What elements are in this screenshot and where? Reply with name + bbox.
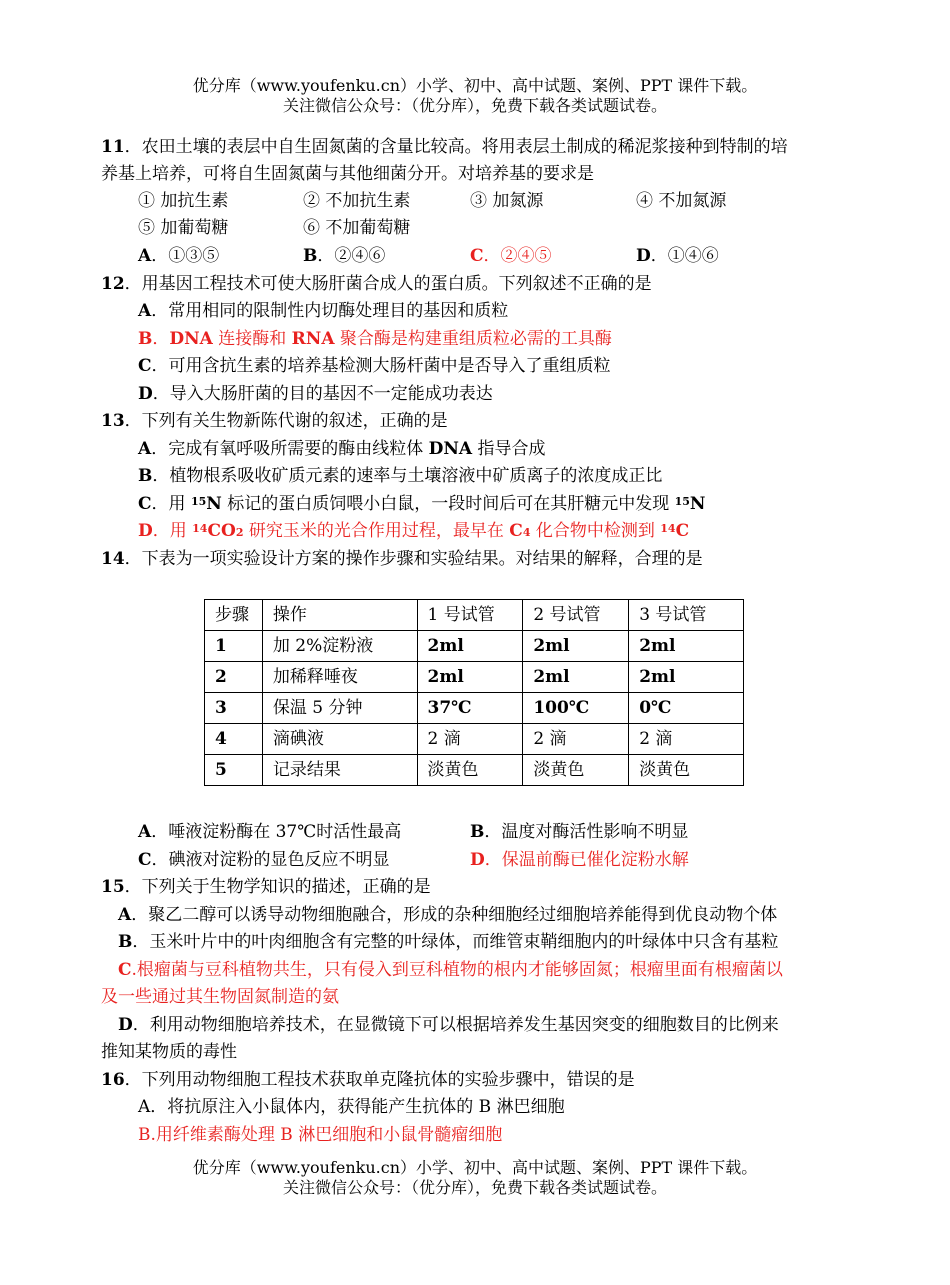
q13-option-c: C．用 $^{15}$N 标记的蛋白质饲喂小白鼠，一段时间后可在其肝糖元中发现 $^{15}$N	[138, 494, 706, 514]
q12-option-a: A．常用相同的限制性内切酶处理目的基因和质粒	[138, 301, 509, 321]
table-cell: 滴碘液	[262, 724, 417, 755]
q14-stem: 14．下表为一项实验设计方案的操作步骤和实验结果。对结果的解释，合理的是	[101, 549, 703, 569]
table-cell: 加稀释唾夜	[262, 662, 417, 693]
table-header: 1 号试管	[417, 600, 523, 631]
table-cell: 4	[205, 724, 263, 755]
q11-item-1: ① 加抗生素	[138, 191, 229, 211]
table-row	[205, 693, 744, 724]
table-cell: 2ml	[417, 631, 523, 662]
table-cell: 加 2%淀粉液	[262, 631, 417, 662]
q12-stem: 12．用基因工程技术可使大肠肝菌合成人的蛋白质。下列叙述不正确的是	[101, 274, 652, 294]
q14-option-a: A．唾液淀粉酶在 37℃时活性最高	[138, 822, 402, 842]
q15-option-b: B．玉米叶片中的叶肉细胞含有完整的叶绿体，而维管束鞘细胞内的叶绿体中只含有基粒	[118, 932, 779, 952]
q11-item-2: ② 不加抗生素	[303, 191, 411, 211]
q15-option-d: D．利用动物细胞培养技术，在显微镜下可以根据培养发生基因突变的细胞数目的比例来	[118, 1015, 779, 1035]
q11-option-b: B．②④⑥	[303, 246, 386, 266]
table-row	[205, 755, 744, 786]
table-cell: 2ml	[523, 631, 629, 662]
table-cell: 2ml	[629, 662, 744, 693]
q13-stem: 13．下列有关生物新陈代谢的叙述，正确的是	[101, 411, 448, 431]
header-line-2: 关注微信公众号：（优分库），免费下载各类试题试卷。	[282, 96, 667, 115]
table-cell: 记录结果	[262, 755, 417, 786]
q11-stem: 11．农田土壤的表层中自生固氮菌的含量比较高。将用表层土制成的稀泥浆接种到特制的培	[101, 137, 788, 157]
table-header: 步骤	[205, 600, 263, 631]
q11-item-5: ⑤ 加葡萄糖	[138, 218, 229, 238]
q11-stem-cont: 养基上培养，可将自生固氮菌与其他细菌分开。对培养基的要求是	[101, 164, 594, 184]
table-cell: 1	[205, 631, 263, 662]
table-cell: 2 滴	[417, 724, 523, 755]
table-row	[205, 631, 744, 662]
q14-option-c: C．碘液对淀粉的显色反应不明显	[138, 850, 390, 870]
table-cell: 2 滴	[523, 724, 629, 755]
q12-option-b-answer: B．DNA 连接酶和 RNA 聚合酶是构建重组质粒必需的工具酶	[138, 329, 612, 349]
footer-line-1: 优分库（www.youfenku.cn）小学、初中、高中试题、案例、PPT 课件下载。	[192, 1158, 758, 1177]
table-cell: 2	[205, 662, 263, 693]
q15-option-d-cont: 推知某物质的毒性	[101, 1042, 237, 1062]
table-header-row	[205, 600, 744, 631]
table-header: 3 号试管	[629, 600, 744, 631]
q15-option-c-answer: C.根瘤菌与豆科植物共生，只有侵入到豆科植物的根内才能够固氮；根瘤里面有根瘤菌以	[118, 960, 783, 980]
table-cell: 2ml	[417, 662, 523, 693]
q11-option-d: D．①④⑥	[636, 246, 719, 266]
q16-option-a: A．将抗原注入小鼠体内，获得能产生抗体的 B 淋巴细胞	[138, 1097, 565, 1117]
footer-line-2: 关注微信公众号：（优分库），免费下载各类试题试卷。	[282, 1178, 667, 1197]
q11-option-a: A．①③⑤	[138, 246, 220, 266]
q14-option-b: B．温度对酶活性影响不明显	[470, 822, 689, 842]
q14-option-d-answer: D．保温前酶已催化淀粉水解	[470, 850, 689, 870]
q12-option-c: C．可用含抗生素的培养基检测大肠杆菌中是否导入了重组质粒	[138, 356, 611, 376]
table-cell: 5	[205, 755, 263, 786]
table-cell: 2ml	[629, 631, 744, 662]
q11-option-c-answer: C．②④⑤	[470, 246, 552, 266]
header-line-1: 优分库（www.youfenku.cn）小学、初中、高中试题、案例、PPT 课件下载。	[192, 76, 758, 95]
q16-stem: 16．下列用动物细胞工程技术获取单克隆抗体的实验步骤中，错误的是	[101, 1070, 635, 1090]
table-cell: 淡黄色	[417, 755, 523, 786]
table-cell: 2 滴	[629, 724, 744, 755]
experiment-table	[204, 599, 744, 786]
table-row	[205, 662, 744, 693]
q12-option-d: D．导入大肠肝菌的目的基因不一定能成功表达	[138, 384, 493, 404]
q11-item-6: ⑥ 不加葡萄糖	[303, 218, 411, 238]
q11-item-4: ④ 不加氮源	[636, 191, 727, 211]
q13-option-a: A．完成有氧呼吸所需要的酶由线粒体 DNA 指导合成	[138, 439, 546, 459]
table-cell: 100℃	[523, 693, 629, 724]
table-header: 操作	[262, 600, 417, 631]
table-cell: 保温 5 分钟	[262, 693, 417, 724]
q13-option-b: B．植物根系吸收矿质元素的速率与土壤溶液中矿质离子的浓度成正比	[138, 466, 663, 486]
q15-stem: 15．下列关于生物学知识的描述，正确的是	[101, 877, 431, 897]
table-row	[205, 724, 744, 755]
table-cell: 淡黄色	[523, 755, 629, 786]
table-header: 2 号试管	[523, 600, 629, 631]
table-cell: 3	[205, 693, 263, 724]
table-cell: 淡黄色	[629, 755, 744, 786]
q15-option-a: A．聚乙二醇可以诱导动物细胞融合，形成的杂种细胞经过细胞培养能得到优良动物个体	[118, 905, 778, 925]
table-cell: 37℃	[417, 693, 523, 724]
q16-option-b-answer: B.用纤维素酶处理 B 淋巴细胞和小鼠骨髓瘤细胞	[138, 1125, 503, 1145]
q15-option-c-cont: 及一些通过其生物固氮制造的氨	[101, 987, 339, 1007]
table-cell: 2ml	[523, 662, 629, 693]
q13-option-d-answer: D．用 $^{14}CO_2$ 研究玉米的光合作用过程，最早在 $C_4$ 化合物中检测到 $^{14}$C	[138, 521, 690, 541]
table-cell: 0℃	[629, 693, 744, 724]
q11-item-3: ③ 加氮源	[470, 191, 544, 211]
